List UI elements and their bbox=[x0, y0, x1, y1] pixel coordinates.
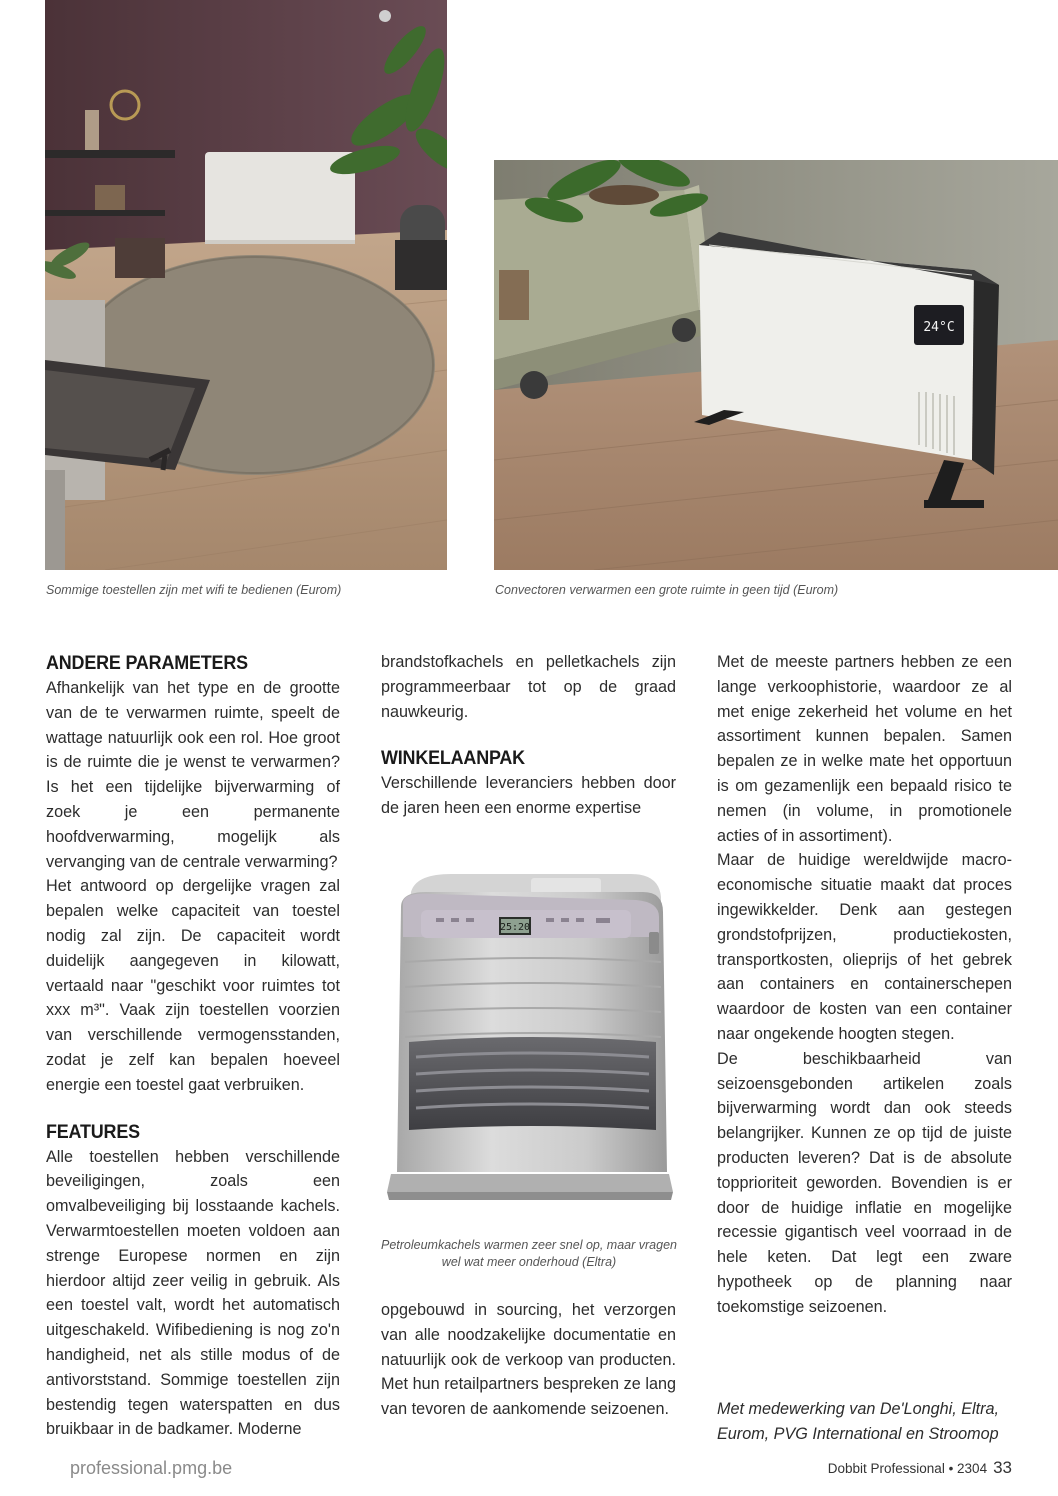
caption-living-room: Sommige toestellen zijn met wifi te bedienen (Eurom) bbox=[46, 583, 342, 597]
footer-magazine bbox=[828, 1458, 1012, 1478]
paragraph: De beschikbaarheid van seizoensgebonden artikelen zoals bijverwarming wordt dan ook steeds belangrijker. Kunnen ze op tijd de juiste producten leveren? Dat is de absolute topprioriteit geworden. Bovendien is er door de huidige inflatie en mogelijke recessie gigantisch veel voorraad in de hele keten. Dat legt een zware hypotheek op de planning naar toekomstige seizoenen. bbox=[717, 1049, 1012, 1316]
heading-features: FEATURES bbox=[46, 1120, 140, 1143]
spacer bbox=[46, 1098, 340, 1119]
heater-display: 25:20 bbox=[499, 922, 531, 933]
paragraph: brandstofkachels en pelletkachels zijn programmeerbaar tot op de graad nauwkeurig. bbox=[381, 653, 676, 721]
paragraph: Het antwoord op dergelijke vragen zal bepalen welke capaciteit van toestel nodig zal zijn. De capaciteit wordt duidelijk aangegeven in kilowatt, vertaald naar "geschikt voor ruimtes tot xxx m³". Vaak zijn toestellen voorzien van verschillende vermogensstanden, zodat je zelf kan bepalen hoeveel energie een toestel gaat verbruiken. bbox=[46, 877, 340, 1094]
heading-andere-parameters: ANDERE PARAMETERS bbox=[46, 652, 248, 674]
page-number: 33 bbox=[993, 1458, 1012, 1477]
convector-display: 24°C bbox=[923, 320, 955, 335]
spacer bbox=[381, 724, 676, 745]
caption-petroleum-heater bbox=[381, 1237, 677, 1271]
caption-convector: Convectoren verwarmen een grote ruimte in geen tijd (Eurom) bbox=[495, 583, 839, 597]
footer-website: professional.pmg.be bbox=[70, 1458, 233, 1478]
credit-note: Met medewerking van De'Longhi, Eltra, Eurom, PVG International en Stroomop bbox=[717, 1400, 1000, 1443]
paragraph: Verschillende leveranciers hebben door de jaren heen een enorme expertise bbox=[381, 774, 676, 818]
heading-winkelaanpak: WINKELAANPAK bbox=[381, 747, 525, 770]
column-2-continued bbox=[381, 1298, 676, 1422]
column-1 bbox=[46, 650, 340, 1442]
paragraph: Alle toestellen hebben verschillende beveiligingen, zoals een omvalbeveiliging bij losstaande kachels. Verwarmtoestellen moeten voldoen aan strenge Europese normen en zijn hierdoor altijd zeer veilig in gebruik. Als een toestel valt, wordt het automatisch uitgeschakeld. Wifibediening is nog zo'n handigheid, net als stille modus of de antivorststand. Sommige toestellen zijn bestendig tegen waterspatten en dus bruikbaar in de badkamer. Moderne bbox=[46, 1147, 340, 1439]
column-2 bbox=[381, 650, 676, 821]
caption-line: wel wat meer onderhoud (Eltra) bbox=[441, 1255, 617, 1269]
caption-line: Petroleumkachels warmen zeer snel op, maar vragen bbox=[381, 1238, 677, 1252]
photo-convector bbox=[494, 160, 1058, 570]
photo-petroleum-heater bbox=[381, 862, 677, 1212]
footer-magazine-name: Dobbit Professional • 2304 bbox=[827, 1461, 988, 1476]
paragraph: Maar de huidige wereldwijde macro-economische situatie maakt dat proces ingewikkelder. Denk aan gestegen grondstofprijzen, productiekosten, transportkosten, olieprijs of het gebrek aan containers en containerschepen waardoor de kosten van een container naar ongekende hoogten stegen. bbox=[717, 851, 1012, 1043]
paragraph: Afhankelijk van het type en de grootte van de te verwarmen ruimte, speelt de wattage natuurlijk ook een rol. Hoe groot is de ruimte die je wenst te verwarmen? Is het een tijdelijke bijverwarming of zoek je een permanente hoofdverwarming, mogelijk als vervanging van de centrale verwarming? bbox=[46, 679, 340, 871]
paragraph: Met de meeste partners hebben ze een lange verkoophistorie, waardoor ze al met enige zekerheid het volume en het assortiment kunnen bepalen. Samen bepalen ze in welke mate het opportuun is om gezamenlijk een bepaald risico te nemen (in volume, in promotionele acties of in assortiment). bbox=[717, 653, 1012, 845]
photo-living-room bbox=[45, 0, 447, 570]
column-3 bbox=[717, 650, 1012, 1320]
paragraph: opgebouwd in sourcing, het verzorgen van alle noodzakelijke documentatie en natuurlijk ook de verkoop van producten. Met hun retailpartners bespreken ze lang van tevoren de aankomende seizoenen. bbox=[381, 1301, 676, 1419]
